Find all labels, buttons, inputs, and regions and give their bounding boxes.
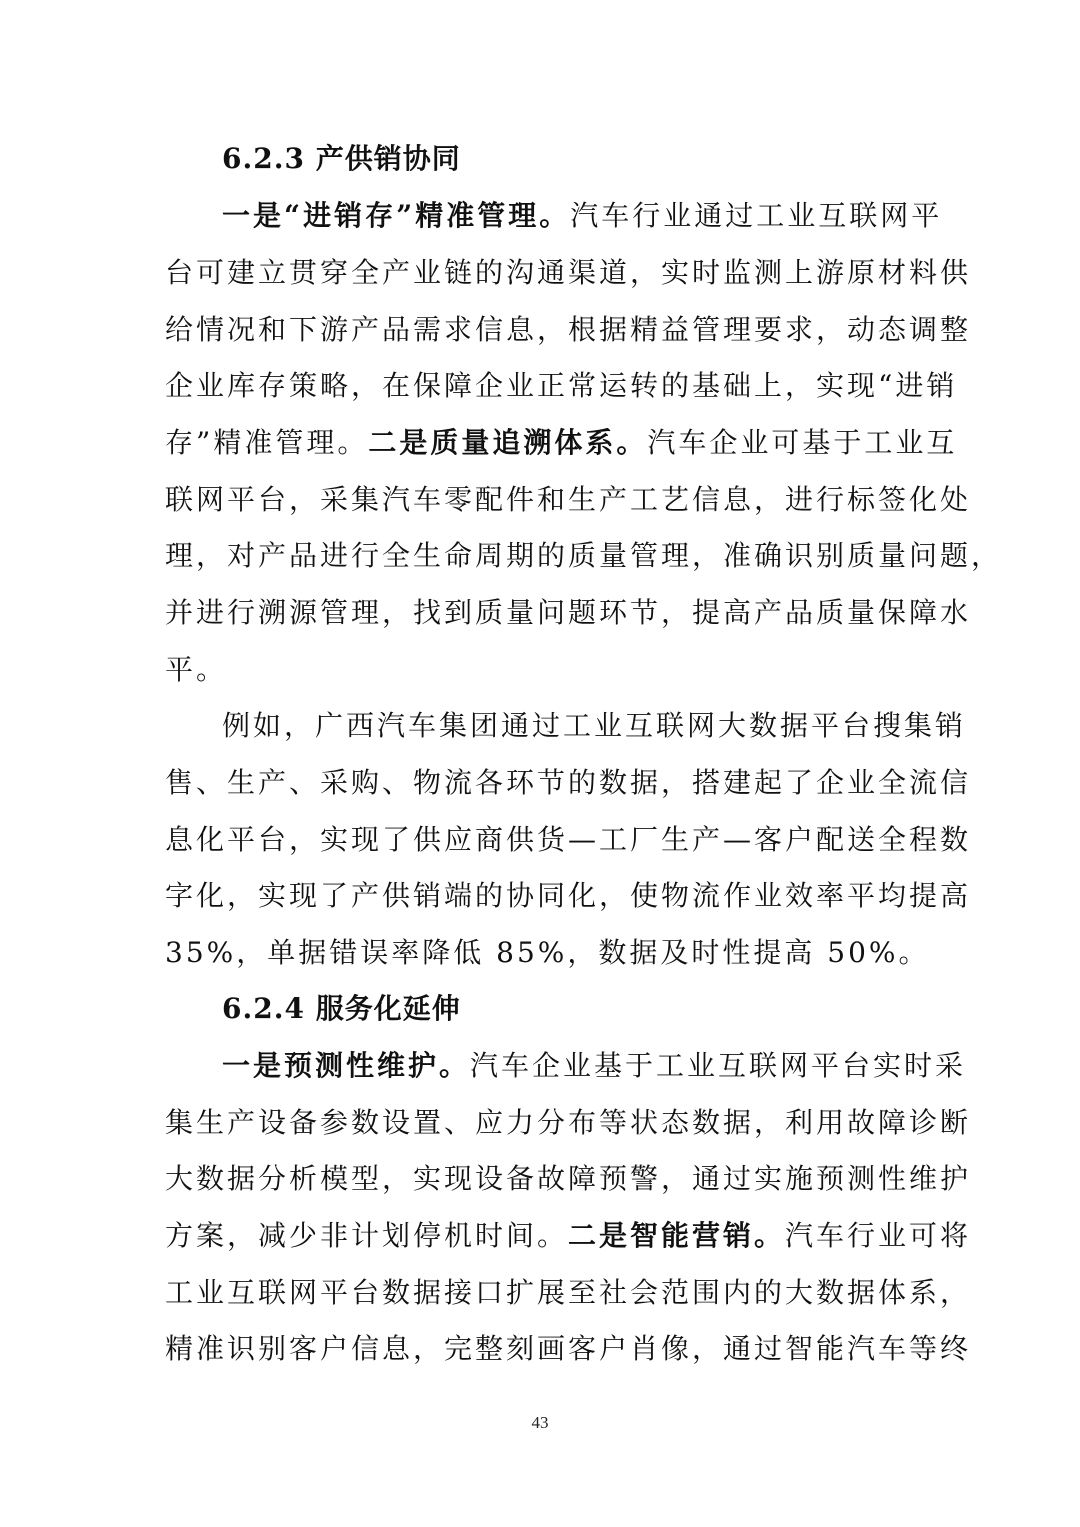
paragraph-line: 息化平台，实现了供应商供货—工厂生产—客户配送全程数 — [165, 823, 972, 856]
text-run: 汽车行业通过工业互联网平 — [570, 199, 943, 232]
paragraph-line: 35%，单据错误率降低 85%，数据及时性提高 50%。 — [165, 936, 930, 969]
page-number: 43 — [531, 1413, 549, 1432]
bold-lead-in: 二是质量追溯体系。 — [368, 426, 648, 459]
paragraph-line: 集生产设备参数设置、应力分布等状态数据，利用故障诊断 — [165, 1106, 972, 1139]
bold-lead-in: 一是预测性维护。 — [222, 1049, 471, 1082]
paragraph-line: 平。 — [165, 653, 228, 686]
section-heading-6-2-4: 6.2.4 服务化延伸 — [222, 992, 461, 1025]
text-run: 方案，减少非计划停机时间。 — [165, 1219, 569, 1252]
text-run: 存”精准管理。 — [165, 426, 369, 459]
text-run: 汽车企业可基于工业互 — [647, 426, 958, 459]
paragraph-line: 字化，实现了产供销端的协同化，使物流作业效率平均提高 — [165, 879, 972, 912]
paragraph-line: 工业互联网平台数据接口扩展至社会范围内的大数据体系， — [165, 1276, 972, 1309]
paragraph-line: 售、生产、采购、物流各环节的数据，搭建起了企业全流信 — [165, 766, 972, 799]
paragraph-line — [165, 1216, 972, 1256]
paragraph-line: 例如，广西汽车集团通过工业互联网大数据平台搜集销 — [222, 709, 967, 742]
paragraph-line: 给情况和下游产品需求信息，根据精益管理要求，动态调整 — [165, 313, 972, 346]
paragraph-line: 台可建立贯穿全产业链的沟通渠道，实时监测上游原材料供 — [165, 256, 972, 289]
text-run: 汽车行业可将 — [785, 1219, 972, 1252]
text-run: 汽车企业基于工业互联网平台实时采 — [470, 1049, 967, 1082]
paragraph-line — [222, 1046, 967, 1086]
paragraph-line: 并进行溯源管理，找到质量问题环节，提高产品质量保障水 — [165, 596, 972, 629]
section-heading-6-2-3: 6.2.3 产供销协同 — [222, 142, 461, 175]
paragraph-line: 企业库存策略，在保障企业正常运转的基础上，实现“进销 — [165, 369, 958, 402]
bold-lead-in: 二是智能营销。 — [568, 1219, 786, 1252]
paragraph-line: 理，对产品进行全生命周期的质量管理，准确识别质量问题， — [165, 539, 1003, 572]
paragraph-line: 精准识别客户信息，完整刻画客户肖像，通过智能汽车等终 — [165, 1332, 972, 1365]
bold-lead-in: 一是“进销存”精准管理。 — [222, 199, 571, 232]
paragraph-line: 大数据分析模型，实现设备故障预警，通过实施预测性维护 — [165, 1162, 972, 1195]
paragraph-line — [165, 423, 958, 463]
paragraph-line: 联网平台，采集汽车零配件和生产工艺信息，进行标签化处 — [165, 483, 972, 516]
paragraph-line — [222, 196, 943, 236]
